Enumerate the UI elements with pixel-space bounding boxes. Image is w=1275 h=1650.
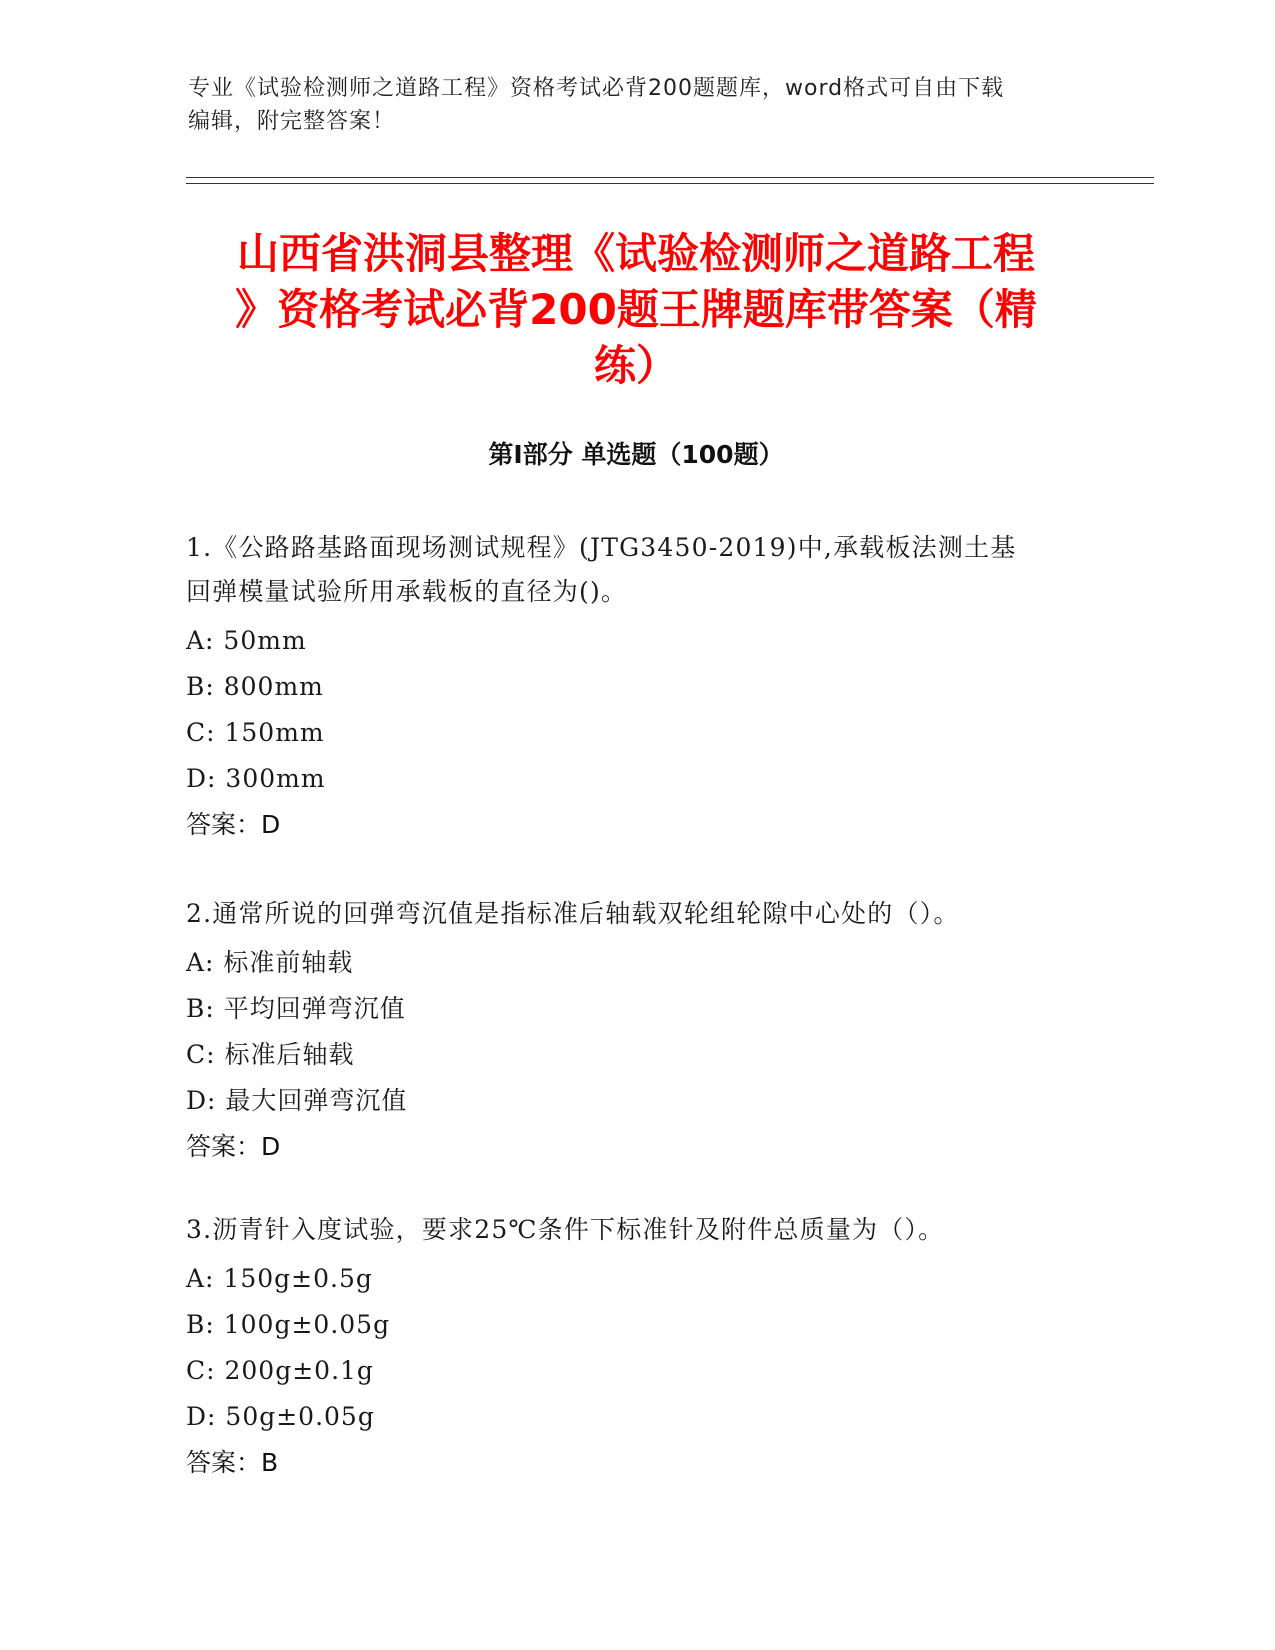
header-note-line-2: 编辑，附完整答案！	[188, 109, 396, 134]
question-1-option-d: D: 300mm	[186, 764, 326, 793]
question-2-stem-line-1: 2.通常所说的回弹弯沉值是指标准后轴载双轮组轮隙中心处的（）。	[186, 899, 960, 928]
question-1-stem-line-2: 回弹模量试验所用承载板的直径为()。	[186, 577, 628, 606]
question-3-option-c: C: 200g±0.1g	[186, 1356, 374, 1385]
section-heading: 第I部分 单选题（100题）	[488, 440, 784, 469]
question-2-stem	[186, 892, 1086, 936]
question-1-option-c: C: 150mm	[186, 718, 325, 747]
question-3-option-b: B: 100g±0.05g	[186, 1310, 391, 1339]
question-3-option-d: D: 50g±0.05g	[186, 1402, 375, 1431]
header-note-line-1: 专业《试验检测师之道路工程》资格考试必背200题题库，word格式可自由下载	[188, 76, 1005, 101]
question-2-option-b: B: 平均回弹弯沉值	[186, 994, 406, 1023]
question-2-option-c: C: 标准后轴载	[186, 1040, 355, 1069]
question-2-option-a: A: 标准前轴载	[186, 948, 354, 977]
document-title-line-3: 练）	[593, 341, 678, 390]
question-1-stem	[186, 526, 1086, 614]
question-2-option-d: D: 最大回弹弯沉值	[186, 1086, 408, 1115]
header-rule-bottom	[186, 183, 1154, 184]
document-title	[186, 226, 1086, 394]
question-1	[186, 526, 1086, 848]
question-1-stem-line-1: 1.《公路路基路面现场测试规程》(JTG3450-2019)中,承载板法测土基	[186, 533, 1017, 562]
question-3-stem	[186, 1208, 1086, 1252]
question-2-answer: 答案：D	[186, 1132, 281, 1161]
question-3-stem-line-1: 3.沥青针入度试验，要求25℃条件下标准针及附件总质量为（）。	[186, 1215, 945, 1244]
question-1-option-b: B: 800mm	[186, 672, 324, 701]
question-1-answer: 答案：D	[186, 810, 281, 839]
question-3-option-a: A: 150g±0.5g	[186, 1264, 373, 1293]
question-3	[186, 1208, 1086, 1486]
question-3-answer: 答案：B	[186, 1448, 279, 1477]
document-title-line-2: 》资格考试必背200题王牌题库带答案（精	[235, 285, 1037, 334]
header-rule-top	[186, 177, 1154, 178]
question-1-option-a: A: 50mm	[186, 626, 307, 655]
question-2	[186, 892, 1086, 1170]
document-title-line-1: 山西省洪洞县整理《试验检测师之道路工程	[236, 229, 1035, 278]
header-note	[188, 72, 1088, 138]
